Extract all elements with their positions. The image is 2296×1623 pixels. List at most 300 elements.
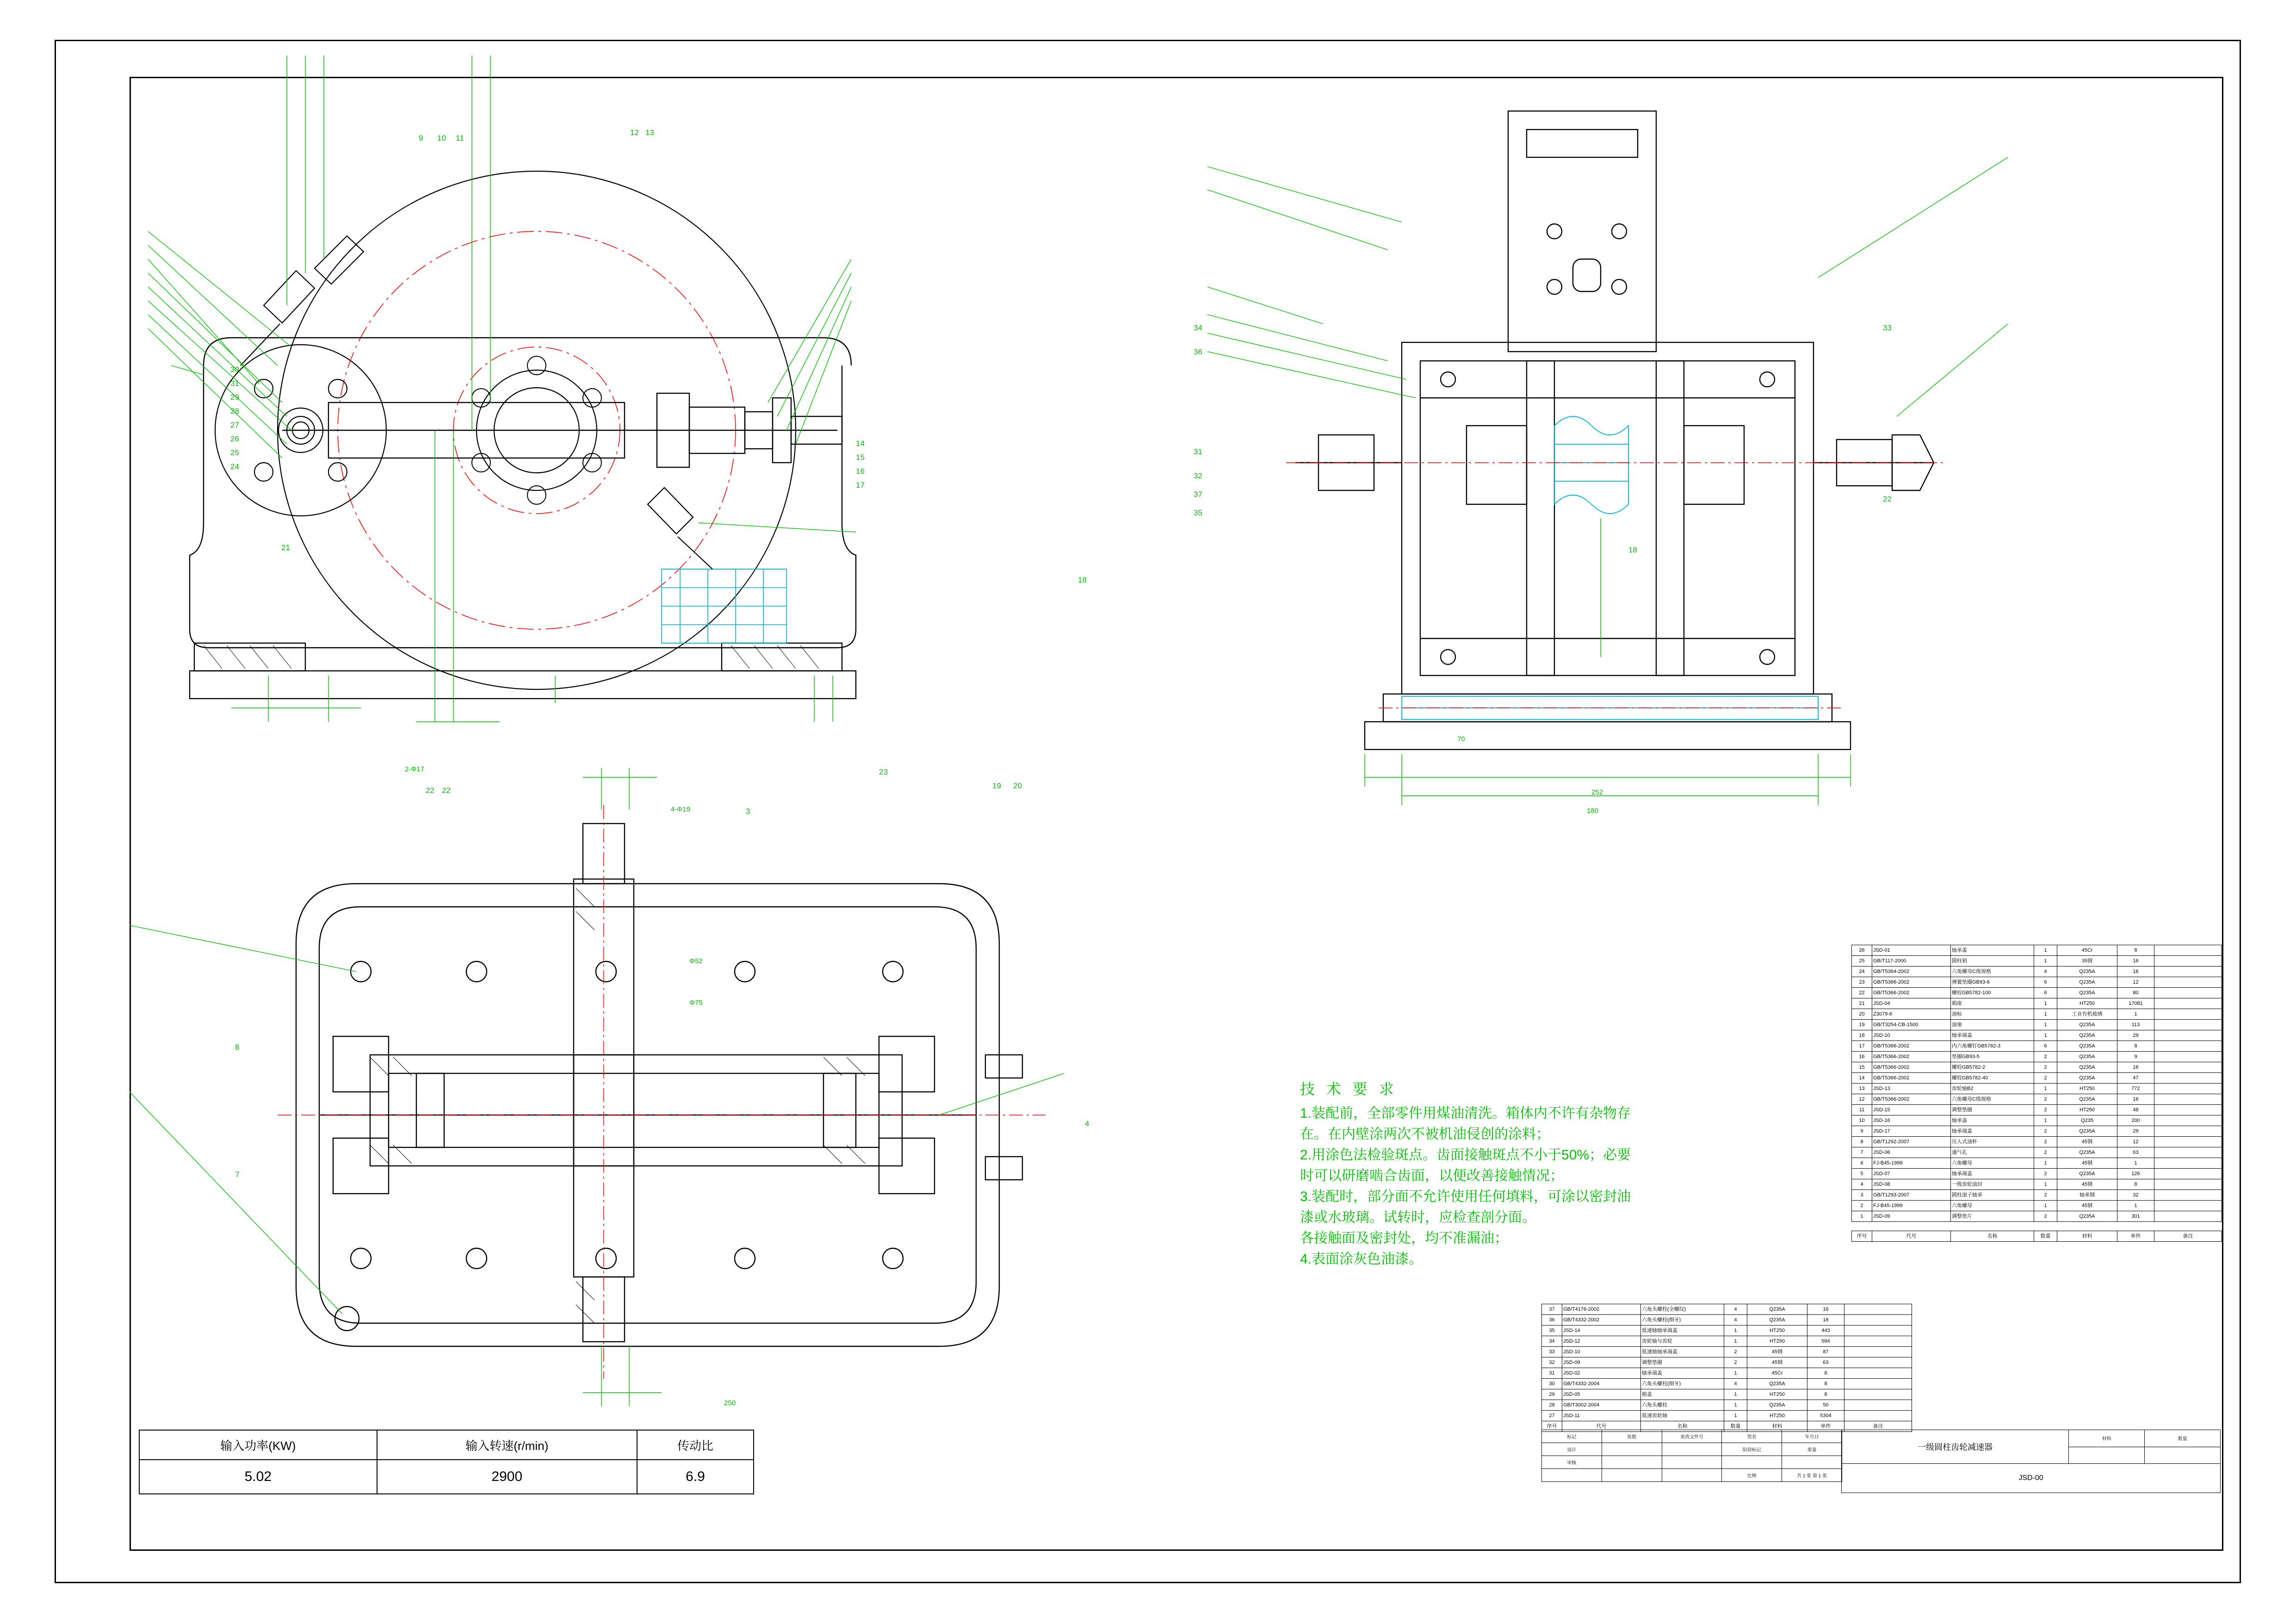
bom-cell: 4	[1852, 1179, 1872, 1190]
bom-cell	[1844, 1326, 1912, 1336]
balloon-16: 16	[856, 467, 865, 476]
dim-side-180: 180	[1587, 807, 1599, 815]
bom-row	[1542, 1304, 1912, 1315]
tb-qty: 数量	[2145, 1430, 2221, 1447]
bom-cell: GB/T5366-2002	[1872, 1062, 1951, 1073]
bom-cell: 8	[1807, 1368, 1844, 1379]
balloon-30: 30	[230, 365, 239, 374]
bom-cell: 六角螺母C级规格	[1951, 1094, 2034, 1105]
bom-cell: 内六角螺钉GB5782-3	[1951, 1041, 2034, 1052]
tb-sign: 签名	[1722, 1430, 1782, 1443]
bom-cell: 螺栓GB5782-100	[1951, 988, 2034, 998]
bom-cell: 2	[1724, 1347, 1747, 1357]
bom-row	[1542, 1411, 1912, 1421]
bom-row	[1852, 1020, 2222, 1030]
bom-cell	[1844, 1357, 1912, 1368]
bom-cell: JSD-12	[1562, 1336, 1641, 1347]
param-header-row	[139, 1430, 754, 1460]
bom-cell: Q235A	[2057, 1030, 2117, 1041]
bom-cell: 14	[1852, 1073, 1872, 1084]
tech-line-3: 2.用涂色法检验斑点。齿面接触斑点不小于50%；必要	[1300, 1147, 1631, 1163]
bom-cell: 圆柱滚子轴承	[1951, 1190, 2034, 1201]
bom-cell: 63	[2117, 1147, 2154, 1158]
bom-cell	[2154, 988, 2222, 998]
bom-row	[1542, 1400, 1912, 1411]
tb-sheet: 共 1 张 第 1 张	[1782, 1469, 1842, 1482]
bom-cell: 齿轮轴B2	[1951, 1084, 2034, 1094]
bom-cell: GB/T5366-2002	[1872, 1052, 1951, 1062]
balloon-7: 7	[235, 1170, 240, 1179]
tb-drawing-no: JSD-00	[1842, 1464, 2221, 1493]
bom-cell: 25	[1852, 956, 1872, 966]
balloon-34: 34	[1194, 323, 1202, 332]
bom-row	[1852, 988, 2222, 998]
title-block-right	[1841, 1430, 2221, 1548]
bom-cell: 16	[1807, 1315, 1844, 1326]
bom-cell: JSD-10	[1562, 1347, 1641, 1357]
tech-line-7: 各接触面及密封处，均不准漏油；	[1300, 1231, 1508, 1246]
bom-cell: 1	[1724, 1411, 1747, 1421]
side-view-drawing	[1249, 139, 1989, 787]
parameter-table	[139, 1430, 754, 1494]
bom-cell: 1	[2034, 956, 2057, 966]
bom-cell: 1	[1724, 1400, 1747, 1411]
title-block-left	[1541, 1430, 1842, 1548]
bom-cell: 1	[2117, 1201, 2154, 1211]
bom-cell	[1844, 1389, 1912, 1400]
bom-row	[1852, 1179, 2222, 1190]
bom-cell: 1	[1724, 1336, 1747, 1347]
balloon-8: 8	[235, 1043, 240, 1052]
dim-side-70: 70	[1457, 735, 1465, 743]
bom-cell: 六角头螺栓	[1641, 1400, 1724, 1411]
bom-cell: GB/T4332-2004	[1562, 1379, 1641, 1389]
bom-cell: Q235A	[1747, 1315, 1807, 1326]
bom-table-lower-left	[1541, 1304, 1912, 1432]
balloon-36: 36	[1194, 347, 1202, 356]
bom-row	[1852, 1105, 2222, 1115]
bom-row	[1852, 1009, 2222, 1020]
bom-cell: JSD-14	[1562, 1326, 1641, 1336]
bom-cell: 17081	[2117, 998, 2154, 1009]
bom-row	[1852, 945, 2222, 956]
balloon-15: 15	[856, 453, 865, 462]
bom-cell	[2154, 1094, 2222, 1105]
bom-cell: JSD-16	[1872, 1115, 1951, 1126]
bom-cell: 2	[2034, 1052, 2057, 1062]
balloon-11: 11	[456, 134, 464, 142]
bom-cell: 45钢	[2057, 1158, 2117, 1169]
bom-cell: 1	[1852, 1211, 1872, 1222]
bom-cell: 87	[1807, 1347, 1844, 1357]
param-value-speed: 2900	[377, 1460, 637, 1494]
balloon-33: 33	[1883, 323, 1892, 332]
bom-cell	[2154, 1147, 2222, 1158]
bom-cell: 6	[1852, 1158, 1872, 1169]
bom-cell: 772	[2117, 1084, 2154, 1094]
balloon-23: 23	[879, 768, 888, 776]
bom-cell: 45Cr	[1747, 1368, 1807, 1379]
bom-row	[1852, 1073, 2222, 1084]
bom-cell: Q235A	[2057, 1094, 2117, 1105]
bom-cell: 2	[2034, 1073, 2057, 1084]
bom-cell: 29	[2117, 1126, 2154, 1137]
bom-row	[1852, 1041, 2222, 1052]
bom-cell: 低速齿轮轴	[1641, 1411, 1724, 1421]
balloon-12: 12	[630, 128, 639, 137]
bom-cell: 28	[1542, 1400, 1562, 1411]
bom-cell: 9	[1852, 1126, 1872, 1137]
bom-cell: 8	[1807, 1389, 1844, 1400]
bom-cell	[2154, 1126, 2222, 1137]
bom-cell: 16	[1807, 1304, 1844, 1315]
bom-cell: Q235A	[2057, 1126, 2117, 1137]
bom-cell: JSD-11	[1562, 1411, 1641, 1421]
bom-cell	[2154, 1052, 2222, 1062]
bom-cell: HT250	[1747, 1336, 1807, 1347]
bom-cell: 16	[2117, 1094, 2154, 1105]
bom-cell: 200	[2117, 1115, 2154, 1126]
bom-cell: JSD-09	[1872, 1211, 1951, 1222]
bom-cell: FJ-B45-1999	[1872, 1158, 1951, 1169]
bom-cell	[1844, 1400, 1912, 1411]
bom-cell: 4	[1724, 1315, 1747, 1326]
bom-cell: 六角头螺栓(细牙)	[1641, 1315, 1724, 1326]
bom-col-2: 名称	[1641, 1421, 1724, 1432]
bom-cell: 六角螺母	[1951, 1201, 2034, 1211]
bom-cell: 1	[2034, 998, 2057, 1009]
bom-cell: 16	[1852, 1052, 1872, 1062]
bom-cell: 轴承盖	[1951, 945, 2034, 956]
bom-cell: GB/T4176-2002	[1562, 1304, 1641, 1315]
balloon-29: 29	[230, 393, 239, 402]
bom-cell: 1	[2034, 1179, 2057, 1190]
bom-cell: 3	[1852, 1190, 1872, 1201]
bom-cell: 8	[2117, 1041, 2154, 1052]
bom-cell: 126	[2117, 1169, 2154, 1179]
bom-cell: 箱座	[1951, 998, 2034, 1009]
bom-cell	[2154, 945, 2222, 956]
bom-cell: 26	[1852, 945, 1872, 956]
bom-cell: Q235	[2057, 1115, 2117, 1126]
bom-cell: 10	[1852, 1115, 1872, 1126]
bom-cell: 通气孔	[1951, 1147, 2034, 1158]
bom-row	[1852, 998, 2222, 1009]
bom-cell: 594	[1807, 1336, 1844, 1347]
bom-cell	[1844, 1368, 1912, 1379]
bom-cell: JSD-04	[1872, 998, 1951, 1009]
tech-line-2: 在。在内壁涂两次不被机油侵创的涂料；	[1300, 1127, 1550, 1142]
bom-cell: JSD-17	[1872, 1126, 1951, 1137]
param-value-ratio: 6.9	[637, 1460, 754, 1494]
bom-row	[1852, 966, 2222, 977]
balloon-3: 3	[746, 807, 750, 816]
tb-designer: 设计	[1542, 1443, 1602, 1456]
bom-row	[1542, 1347, 1912, 1357]
bom-cell: 18	[1852, 1030, 1872, 1041]
bom-cell: GB/T3002-2004	[1562, 1400, 1641, 1411]
bom-cell: 垫圈GB93-5	[1951, 1052, 2034, 1062]
balloon-28: 28	[230, 407, 239, 415]
balloon-4: 4	[1085, 1119, 1089, 1128]
bom-cell: 33	[1542, 1347, 1562, 1357]
bom-cell: 7	[1852, 1147, 1872, 1158]
bom-cell: 1	[2117, 1158, 2154, 1169]
tb-stage: 阶段标记	[1722, 1443, 1782, 1456]
bom-cell: 轴承钢	[2057, 1190, 2117, 1201]
balloon-14: 14	[856, 439, 865, 448]
bom-cell	[1844, 1304, 1912, 1315]
bom-cell: 113	[2117, 1020, 2154, 1030]
bom-cell	[2154, 1201, 2222, 1211]
bom-cell: 35	[1542, 1326, 1562, 1336]
param-value-row	[139, 1460, 754, 1494]
bom-row	[1542, 1379, 1912, 1389]
bom-cell: 六角螺母C级规格	[1951, 966, 2034, 977]
bom-row	[1542, 1315, 1912, 1326]
bom-cell: 4	[2034, 966, 2057, 977]
bom-cell: 13	[1852, 1084, 1872, 1094]
bom-cell: 19	[1852, 1020, 1872, 1030]
bom-cell: 21	[1852, 998, 1872, 1009]
bom-cell: 24	[1852, 966, 1872, 977]
bom-cell: 11	[1852, 1105, 1872, 1115]
bom-cell	[2154, 1062, 2222, 1073]
bom-cell: 9	[2117, 1052, 2154, 1062]
bom-cell: 1	[2034, 1115, 2057, 1126]
bom-cell: 4	[1724, 1304, 1747, 1315]
bom-cell: 6	[2034, 977, 2057, 988]
bom-cell: 5	[1852, 1169, 1872, 1179]
bom-col-3-dup: 数量	[2034, 1231, 2057, 1242]
bom-cell: 20	[1852, 1009, 1872, 1020]
bom-cell: 轴承端盖	[1641, 1368, 1724, 1379]
bom-row	[1852, 1126, 2222, 1137]
bom-cell: 17	[1852, 1041, 1872, 1052]
bom-cell: 1	[2034, 1009, 2057, 1020]
bom-cell	[2154, 998, 2222, 1009]
bom-cell	[2154, 1009, 2222, 1020]
bom-row	[1542, 1389, 1912, 1400]
bom-row	[1852, 1030, 2222, 1041]
bom-cell: GB/T5366-2002	[1872, 1073, 1951, 1084]
bom-cell: Q235A	[2057, 977, 2117, 988]
bom-row	[1852, 1115, 2222, 1126]
bom-cell: 1	[2034, 1020, 2057, 1030]
bom-cell: 1	[2034, 1201, 2057, 1211]
bom-cell: JSD-02	[1562, 1368, 1641, 1379]
bom-cell: 8	[1807, 1379, 1844, 1389]
bom-row	[1852, 1147, 2222, 1158]
balloon-37: 37	[1194, 490, 1202, 499]
bom-cell: Q235A	[2057, 966, 2117, 977]
bom-cell: Q235A	[1747, 1304, 1807, 1315]
bom-cell: JSD-08	[1872, 1179, 1951, 1190]
bom-cell	[1844, 1315, 1912, 1326]
balloon-24: 24	[230, 462, 239, 471]
bom-cell: 1	[2034, 1084, 2057, 1094]
bom-cell: JSD-05	[1562, 1389, 1641, 1400]
bom-cell: HT250	[1747, 1411, 1807, 1421]
tb-check: 审核	[1542, 1456, 1602, 1469]
bom-cell: JSD-10	[1872, 1030, 1951, 1041]
tb-material: 材料	[2069, 1430, 2145, 1447]
bom-cell: 27	[1542, 1411, 1562, 1421]
bom-cell: 45Cr	[2057, 945, 2117, 956]
bom-cell: 6	[2034, 988, 2057, 998]
bom-cell: HT250	[1747, 1326, 1807, 1336]
bom-cell: 低速轴轴承端盖	[1641, 1347, 1724, 1357]
balloon-18b: 18	[1628, 545, 1637, 554]
bom-row	[1852, 1158, 2222, 1169]
balloon-35: 35	[1194, 508, 1202, 517]
bom-row	[1852, 956, 2222, 966]
dim-side-252: 252	[1591, 788, 1603, 796]
bom-cell: HT250	[2057, 1105, 2117, 1115]
bom-cell: Q235A	[2057, 1169, 2117, 1179]
param-header-ratio: 传动比	[637, 1430, 754, 1460]
bom-cell: 47	[2117, 1073, 2154, 1084]
bom-cell	[2154, 1073, 2222, 1084]
bom-cell	[2154, 1137, 2222, 1147]
bom-cell: 48	[2117, 1105, 2154, 1115]
bom-row	[1852, 1084, 2222, 1094]
tb-weight: 重量	[1782, 1443, 1842, 1456]
bom-cell: GB/T5366-2002	[1872, 988, 1951, 998]
bom-cell: 一级齿轮油封	[1951, 1179, 2034, 1190]
bom-cell: GB/T5364-2002	[1872, 966, 1951, 977]
bom-cell: 圆柱销	[1951, 956, 2034, 966]
bom-cell: 齿轮轴与齿轮	[1641, 1336, 1724, 1347]
bom-cell: 1	[1724, 1326, 1747, 1336]
bom-cell: GB/T1293-2007	[1872, 1190, 1951, 1201]
bom-cell: 螺栓GB5782-40	[1951, 1073, 2034, 1084]
top-section-view-drawing	[278, 796, 1064, 1443]
bom-cell: 1	[2034, 1030, 2057, 1041]
bom-cell: 35钢	[2057, 956, 2117, 966]
bom-cell: 螺栓GB5782-2	[1951, 1062, 2034, 1073]
bom-cell: 2	[2034, 1062, 2057, 1073]
balloon-18: 18	[1078, 576, 1087, 584]
bom-cell	[2154, 1169, 2222, 1179]
balloon-10: 10	[437, 134, 446, 142]
bom-row	[1852, 1052, 2222, 1062]
bom-cell: 油塞	[1951, 1020, 2034, 1030]
bom-cell: GB/T4332-2002	[1562, 1315, 1641, 1326]
bom-cell: 29	[1542, 1389, 1562, 1400]
balloon-26: 26	[230, 434, 239, 443]
bom-cell	[2154, 966, 2222, 977]
bom-cell: 2	[1852, 1201, 1872, 1211]
bom-cell: HT250	[1747, 1389, 1807, 1400]
bom-cell: 443	[1807, 1326, 1844, 1336]
bom-cell	[1844, 1336, 1912, 1347]
tb-rev: 更改文件号	[1662, 1430, 1722, 1443]
bom-cell	[2154, 956, 2222, 966]
bom-col-6-dup: 备注	[2154, 1231, 2222, 1242]
bom-cell: 1	[2034, 945, 2057, 956]
bom-cell	[1844, 1411, 1912, 1421]
bom-cell: 45钢	[1747, 1347, 1807, 1357]
bom-row	[1852, 1211, 2222, 1222]
bom-cell: 45钢	[2057, 1179, 2117, 1190]
bom-col-0-dup: 序号	[1852, 1231, 1872, 1242]
balloon-22c: 22	[1883, 495, 1892, 503]
bom-cell: 1	[1724, 1389, 1747, 1400]
dim-250: 250	[724, 1399, 736, 1407]
bom-cell: Z3079-6	[1872, 1009, 1951, 1020]
tb-drawing-name: 一级圆柱齿轮减速器	[1842, 1430, 2069, 1464]
bom-col-5-dup: 单件	[2117, 1231, 2154, 1242]
bom-cell: 2	[2034, 1147, 2057, 1158]
bom-cell: JSD-07	[1872, 1169, 1951, 1179]
bom-cell	[2154, 1211, 2222, 1222]
bom-cell: JSD-01	[1872, 945, 1951, 956]
bom-cell: Q235A	[1747, 1400, 1807, 1411]
bom-cell: FJ-B45-1999	[1872, 1201, 1951, 1211]
bom-row	[1542, 1357, 1912, 1368]
bom-row	[1852, 977, 2222, 988]
bom-col-2-dup: 名称	[1951, 1231, 2034, 1242]
bom-cell	[1844, 1347, 1912, 1357]
bom-col-6: 备注	[1844, 1421, 1912, 1432]
bom-col-1: 代号	[1562, 1421, 1641, 1432]
bom-cell: Q235A	[2057, 1211, 2117, 1222]
bom-cell: 2	[2034, 1211, 2057, 1222]
bom-cell: 调整垫圈	[1951, 1105, 2034, 1115]
bom-col-5: 单件	[1807, 1421, 1844, 1432]
bom-cell: 8	[1852, 1137, 1872, 1147]
tech-line-8: 4.表面涂灰色油漆。	[1300, 1251, 1423, 1267]
bom-cell: 50	[1807, 1400, 1844, 1411]
balloon-32: 32	[1194, 471, 1202, 480]
bom-row	[1542, 1326, 1912, 1336]
bom-cell: 12	[1852, 1094, 1872, 1105]
bom-cell: JSD-15	[1872, 1105, 1951, 1115]
bom-cell: 低速轴轴承端盖	[1641, 1326, 1724, 1336]
bom-cell: 1	[1724, 1368, 1747, 1379]
bom-cell: 15	[1852, 1062, 1872, 1073]
bom-cell: JSD-09	[1562, 1357, 1641, 1368]
bom-cell: 32	[2117, 1190, 2154, 1201]
bom-col-4: 材料	[1747, 1421, 1807, 1432]
bom-cell: 31	[1542, 1368, 1562, 1379]
bom-cell: 轴承端盖	[1951, 1169, 2034, 1179]
bom-cell: 23	[1852, 977, 1872, 988]
bom-cell: Q235A	[2057, 1052, 2117, 1062]
bom-cell: HT250	[2057, 1084, 2117, 1094]
dim-phi52: Φ52	[689, 957, 703, 965]
bom-cell: JSD-13	[1872, 1084, 1951, 1094]
bom-cell	[2154, 1190, 2222, 1201]
bom-cell: 80	[2117, 988, 2154, 998]
bom-row	[1542, 1336, 1912, 1347]
dim-phi75: Φ75	[689, 999, 703, 1007]
bom-cell: 1	[2034, 1158, 2057, 1169]
bom-col-4-dup: 材料	[2057, 1231, 2117, 1242]
bom-cell: GB/T5366-2002	[1872, 1094, 1951, 1105]
bom-cell: 2	[2034, 1137, 2057, 1147]
bom-col-0: 序号	[1542, 1421, 1562, 1432]
balloon-17: 17	[856, 481, 865, 489]
front-view-drawing	[176, 106, 1194, 847]
balloon-27: 27	[230, 421, 239, 429]
bom-cell: 63	[1807, 1357, 1844, 1368]
balloon-21: 21	[281, 543, 290, 552]
bom-cell: GB/T5366-2002	[1872, 977, 1951, 988]
bom-cell: GB/T1292-2007	[1872, 1137, 1951, 1147]
bom-cell: GB/T117-2000	[1872, 956, 1951, 966]
